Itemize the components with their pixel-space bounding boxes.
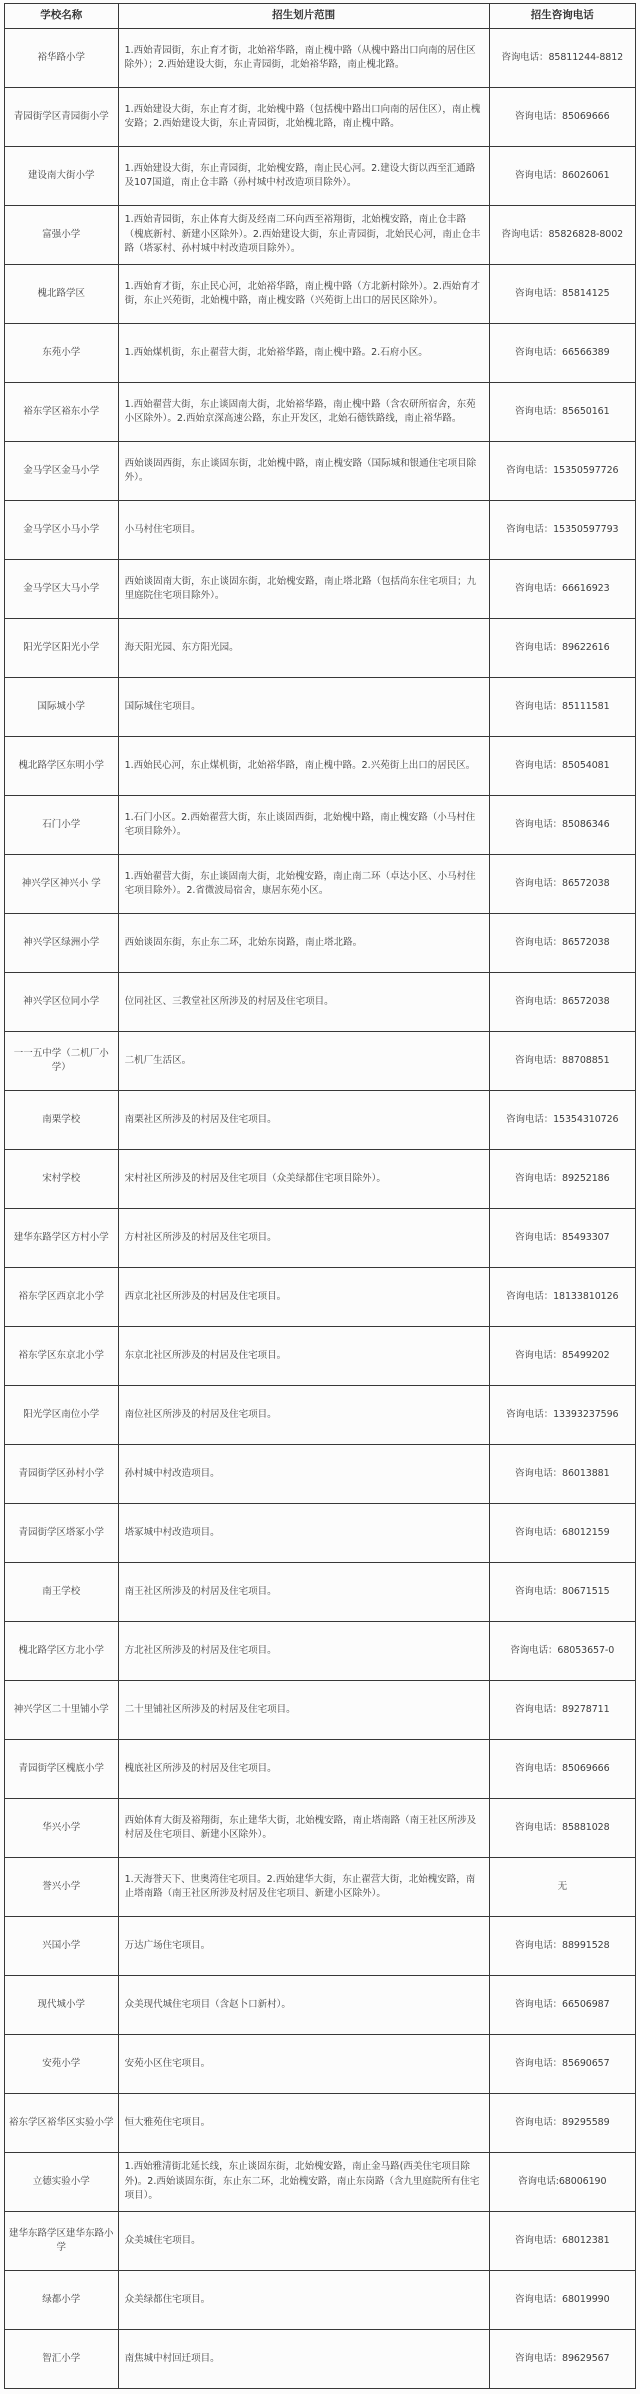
table-row [5, 796, 636, 855]
table-row [5, 1445, 636, 1504]
table-row [5, 678, 636, 737]
table-header [5, 4, 636, 29]
phone-cell: 咨询电话：18133810126 [489, 1268, 635, 1327]
zone-cell: 西京北社区所涉及的村居及住宅项目。 [118, 1268, 489, 1327]
zone-cell: 孙村城中村改造项目。 [118, 1445, 489, 1504]
table-row [5, 973, 636, 1032]
phone-cell: 咨询电话：66506987 [489, 1976, 635, 2035]
phone-cell: 咨询电话:68006190 [489, 2153, 635, 2212]
zone-cell: 南位社区所涉及的村居及住宅项目。 [118, 1386, 489, 1445]
zone-cell: 东京北社区所涉及的村居及住宅项目。 [118, 1327, 489, 1386]
phone-cell: 咨询电话：85650161 [489, 383, 635, 442]
school-name-cell: 裕东学区裕华区实验小学 [5, 2094, 119, 2153]
table-row [5, 1091, 636, 1150]
school-name-cell: 金马学区金马小学 [5, 442, 119, 501]
school-name-cell: 绿都小学 [5, 2271, 119, 2330]
table-row [5, 2035, 636, 2094]
school-name-cell: 阳光学区阳光小学 [5, 619, 119, 678]
phone-cell: 咨询电话：85493307 [489, 1209, 635, 1268]
phone-cell: 咨询电话：68012159 [489, 1504, 635, 1563]
phone-cell: 咨询电话：15350597793 [489, 501, 635, 560]
zone-cell: 国际城住宅项目。 [118, 678, 489, 737]
zone-cell: 众美现代城住宅项目（含赵卜口新村）。 [118, 1976, 489, 2035]
zone-cell: 南焦城中村回迁项目。 [118, 2330, 489, 2389]
school-name-cell: 青园街学区槐底小学 [5, 1740, 119, 1799]
phone-cell: 咨询电话：68012381 [489, 2212, 635, 2271]
table-row [5, 2330, 636, 2389]
header-phone: 招生咨询电话 [489, 4, 635, 29]
table-row [5, 855, 636, 914]
school-name-cell: 青园街学区塔冢小学 [5, 1504, 119, 1563]
school-name-cell: 槐北路学区东明小学 [5, 737, 119, 796]
school-name-cell: 槐北路学区 [5, 265, 119, 324]
table-row [5, 1268, 636, 1327]
phone-cell: 咨询电话：13393237596 [489, 1386, 635, 1445]
zone-cell: 1.西始翟营大街，东止谈固南大街，北始槐安路，南止南二环（卓达小区、小马村住宅项目除外）。2.省微波局宿舍，康居东苑小区。 [118, 855, 489, 914]
school-name-cell: 裕东学区西京北小学 [5, 1268, 119, 1327]
zone-cell: 二机厂生活区。 [118, 1032, 489, 1091]
school-name-cell: 南栗学校 [5, 1091, 119, 1150]
zone-cell: 西始谈固南大街，东止谈固东街，北始槐安路，南止塔北路（包括尚东住宅项目；九里庭院住宅项目除外）。 [118, 560, 489, 619]
zone-cell: 小马村住宅项目。 [118, 501, 489, 560]
phone-cell: 咨询电话：85086346 [489, 796, 635, 855]
phone-cell: 咨询电话：85826828-8002 [489, 206, 635, 265]
school-name-cell: 宋村学校 [5, 1150, 119, 1209]
school-name-cell: 东苑小学 [5, 324, 119, 383]
school-zoning-table [4, 3, 636, 2389]
school-name-cell: 神兴学区绿洲小学 [5, 914, 119, 973]
zone-cell: 1.西始煤机街，东止翟营大街，北始裕华路，南止槐中路。2.石府小区。 [118, 324, 489, 383]
phone-cell: 咨询电话：86572038 [489, 855, 635, 914]
school-name-cell: 青园街学区青园街小学 [5, 88, 119, 147]
table-row [5, 324, 636, 383]
zone-cell: 1.西始雅清街北延长线，东止谈固东街，北始槐安路，南止金马路(西美住宅项目除外)。2.西始谈固东街，东止东二环，北始槐安路，南止东岗路（含九里庭院所有住宅项目）。 [118, 2153, 489, 2212]
table-row [5, 2212, 636, 2271]
table-row [5, 2094, 636, 2153]
table-row [5, 1858, 636, 1917]
zone-cell: 1.石门小区。2.西始翟营大街，东止谈固西街，北始槐中路，南止槐安路（小马村住宅项目除外）。 [118, 796, 489, 855]
zone-cell: 位同社区、三教堂社区所涉及的村居及住宅项目。 [118, 973, 489, 1032]
school-name-cell: 一一五中学（二机厂小学） [5, 1032, 119, 1091]
table-row [5, 29, 636, 88]
zone-cell: 1.西始青园街，东止体育大街及经南二环向西至裕翔街，北始槐安路，南止仓丰路（槐底新村、新建小区除外）。2.西始建设大街，东止青园街，北始民心河，南止仓丰路（塔冢村、孙村城中村改造项目除外）。 [118, 206, 489, 265]
table-row [5, 737, 636, 796]
phone-cell: 咨询电话：66566389 [489, 324, 635, 383]
phone-cell: 咨询电话：86026061 [489, 147, 635, 206]
zone-cell: 方村社区所涉及的村居及住宅项目。 [118, 1209, 489, 1268]
phone-cell: 咨询电话：86013881 [489, 1445, 635, 1504]
zone-cell: 塔冢城中村改造项目。 [118, 1504, 489, 1563]
phone-cell: 咨询电话：89278711 [489, 1681, 635, 1740]
zone-cell: 1.西始青园街，东止育才街，北始裕华路，南止槐中路（从槐中路出口向南的居住区除外）；2.西始建设大街，东止青园街，北始裕华路，南止槐北路。 [118, 29, 489, 88]
zone-cell: 万达广场住宅项目。 [118, 1917, 489, 1976]
zone-cell: 二十里铺社区所涉及的村居及住宅项目。 [118, 1681, 489, 1740]
table-row [5, 1386, 636, 1445]
table-body [5, 29, 636, 2389]
table-row [5, 442, 636, 501]
table-row [5, 206, 636, 265]
phone-cell: 咨询电话：68053657-0 [489, 1622, 635, 1681]
zone-cell: 恒大雅苑住宅项目。 [118, 2094, 489, 2153]
table-row [5, 1622, 636, 1681]
zone-cell: 众美绿都住宅项目。 [118, 2271, 489, 2330]
zone-cell: 南栗社区所涉及的村居及住宅项目。 [118, 1091, 489, 1150]
zone-cell: 槐底社区所涉及的村居及住宅项目。 [118, 1740, 489, 1799]
header-row [5, 4, 636, 29]
table-row [5, 265, 636, 324]
school-name-cell: 建华东路学区方村小学 [5, 1209, 119, 1268]
zone-cell: 方北社区所涉及的村居及住宅项目。 [118, 1622, 489, 1681]
school-name-cell: 立德实验小学 [5, 2153, 119, 2212]
zone-cell: 海天阳光园、东方阳光园。 [118, 619, 489, 678]
school-name-cell: 金马学区小马小学 [5, 501, 119, 560]
school-name-cell: 神兴学区二十里铺小学 [5, 1681, 119, 1740]
table-row [5, 383, 636, 442]
phone-cell: 咨询电话：86572038 [489, 973, 635, 1032]
table-row [5, 147, 636, 206]
school-name-cell: 裕华路小学 [5, 29, 119, 88]
table-row [5, 1150, 636, 1209]
zone-cell: 西始谈固东街，东止东二环，北始东岗路，南止塔北路。 [118, 914, 489, 973]
school-name-cell: 富强小学 [5, 206, 119, 265]
school-name-cell: 金马学区大马小学 [5, 560, 119, 619]
school-name-cell: 南王学校 [5, 1563, 119, 1622]
phone-cell: 咨询电话：68019990 [489, 2271, 635, 2330]
table-row [5, 88, 636, 147]
school-name-cell: 阳光学区南位小学 [5, 1386, 119, 1445]
phone-cell: 咨询电话：85111581 [489, 678, 635, 737]
school-name-cell: 安苑小学 [5, 2035, 119, 2094]
phone-cell: 咨询电话：89252186 [489, 1150, 635, 1209]
phone-cell: 咨询电话：88708851 [489, 1032, 635, 1091]
phone-cell: 咨询电话：85881028 [489, 1799, 635, 1858]
phone-cell: 咨询电话：85690657 [489, 2035, 635, 2094]
zone-cell: 西始体育大街及裕翔街，东止建华大街，北始槐安路，南止塔南路（南王社区所涉及村居及住宅项目、新建小区除外）。 [118, 1799, 489, 1858]
zone-cell: 1.西始民心河，东止煤机街，北始裕华路，南止槐中路。2.兴苑街上出口的居民区。 [118, 737, 489, 796]
phone-cell: 无 [489, 1858, 635, 1917]
school-name-cell: 裕东学区裕东小学 [5, 383, 119, 442]
school-name-cell: 兴国小学 [5, 1917, 119, 1976]
phone-cell: 咨询电话：85499202 [489, 1327, 635, 1386]
zone-cell: 宋村社区所涉及的村居及住宅项目（众美绿都住宅项目除外）。 [118, 1150, 489, 1209]
zone-cell: 1.西始建设大街，东止育才街，北始槐中路（包括槐中路出口向南的居住区），南止槐安路；2.西始建设大街，东止青园街，北始槐北路，南止槐中路。 [118, 88, 489, 147]
table-row [5, 1563, 636, 1622]
school-name-cell: 现代城小学 [5, 1976, 119, 2035]
phone-cell: 咨询电话：15350597726 [489, 442, 635, 501]
phone-cell: 咨询电话：80671515 [489, 1563, 635, 1622]
school-name-cell: 建设南大街小学 [5, 147, 119, 206]
phone-cell: 咨询电话：88991528 [489, 1917, 635, 1976]
school-name-cell: 石门小学 [5, 796, 119, 855]
table-row [5, 501, 636, 560]
zone-cell: 西始谈固西街，东止谈固东街，北始槐中路，南止槐安路（国际城和银通住宅项目除外）。 [118, 442, 489, 501]
phone-cell: 咨询电话：66616923 [489, 560, 635, 619]
zone-cell: 南王社区所涉及的村居及住宅项目。 [118, 1563, 489, 1622]
header-zone: 招生划片范围 [118, 4, 489, 29]
school-name-cell: 国际城小学 [5, 678, 119, 737]
table-row [5, 1976, 636, 2035]
school-name-cell: 智汇小学 [5, 2330, 119, 2389]
phone-cell: 咨询电话：89295589 [489, 2094, 635, 2153]
school-name-cell: 华兴小学 [5, 1799, 119, 1858]
school-name-cell: 青园街学区孙村小学 [5, 1445, 119, 1504]
header-school-name: 学校名称 [5, 4, 119, 29]
school-name-cell: 槐北路学区方北小学 [5, 1622, 119, 1681]
table-row [5, 2153, 636, 2212]
table-row [5, 1681, 636, 1740]
phone-cell: 咨询电话：85814125 [489, 265, 635, 324]
school-name-cell: 誉兴小学 [5, 1858, 119, 1917]
phone-cell: 咨询电话：85811244-8812 [489, 29, 635, 88]
zone-cell: 众美城住宅项目。 [118, 2212, 489, 2271]
phone-cell: 咨询电话：15354310726 [489, 1091, 635, 1150]
table-row [5, 2271, 636, 2330]
phone-cell: 咨询电话：89622616 [489, 619, 635, 678]
table-row [5, 619, 636, 678]
table-row [5, 1327, 636, 1386]
zone-cell: 1.天海誉天下、世奥湾住宅项目。2.西始建华大街，东止翟营大街，北始槐安路，南止塔南路（南王社区所涉及村居及住宅项目、新建小区除外）。 [118, 1858, 489, 1917]
zone-cell: 1.西始育才街，东止民心河，北始裕华路，南止槐中路（方北新村除外）。2.西始育才街，东止兴苑街，北始槐中路，南止槐安路（兴苑街上出口的居民区除外）。 [118, 265, 489, 324]
table-row [5, 914, 636, 973]
table-row [5, 1209, 636, 1268]
phone-cell: 咨询电话：89629567 [489, 2330, 635, 2389]
table-row [5, 1032, 636, 1091]
school-name-cell: 神兴学区位同小学 [5, 973, 119, 1032]
phone-cell: 咨询电话：85069666 [489, 88, 635, 147]
table-row [5, 1740, 636, 1799]
table-row [5, 1504, 636, 1563]
zone-cell: 1.西始翟营大街，东止谈固南大街，北始裕华路，南止槐中路（含农研所宿舍，东苑小区除外）。2.西始京深高速公路，东止开发区，北始石德铁路线，南止裕华路。 [118, 383, 489, 442]
phone-cell: 咨询电话：85069666 [489, 1740, 635, 1799]
school-name-cell: 建华东路学区建华东路小学 [5, 2212, 119, 2271]
phone-cell: 咨询电话：85054081 [489, 737, 635, 796]
zone-cell: 1.西始建设大街，东止青园街，北始槐安路，南止民心河。2.建设大街以西至汇通路及107国道，南止仓丰路（孙村城中村改造项目除外）。 [118, 147, 489, 206]
phone-cell: 咨询电话：86572038 [489, 914, 635, 973]
table-row [5, 1799, 636, 1858]
table-row [5, 560, 636, 619]
table-row [5, 1917, 636, 1976]
school-name-cell: 神兴学区神兴小 学 [5, 855, 119, 914]
zone-cell: 安苑小区住宅项目。 [118, 2035, 489, 2094]
school-name-cell: 裕东学区东京北小学 [5, 1327, 119, 1386]
